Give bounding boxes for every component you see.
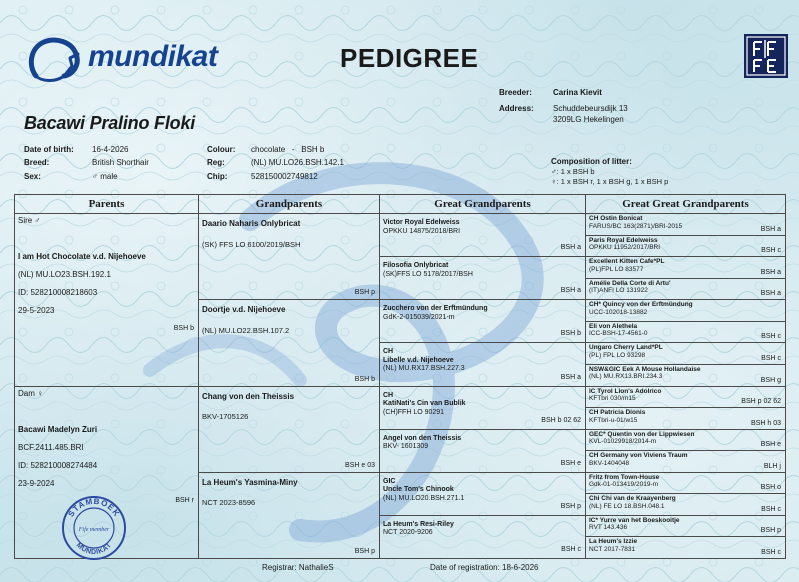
address-line2: 3209LG Hekelingen [553,115,624,124]
reg-value: (NL) MU.LO26.BSH.142.1 [251,158,344,167]
great-great-grandparent-name: La Heum's Izzie [589,538,638,546]
grandparent-cell [199,472,380,558]
great-grandparent-reg: NCT 2020-9206 [383,529,433,537]
great-great-grandparent-cell [586,278,786,300]
table-row [15,386,786,408]
great-great-grandparent-breed: BSH p 02 62 [741,398,781,406]
breeder-value: Carina Kievit [553,88,602,97]
great-grandparent-breed: BSH b [560,330,581,338]
great-great-grandparent-reg: (NL) MU.RX13.BRI.234.3 [589,373,663,381]
pedigree-table [14,194,786,559]
great-great-grandparent-breed: BSH e [760,441,781,449]
great-great-grandparent-name: Excellent Kitten Cafe*PL [589,258,665,266]
grandparent-name: Doortje v.d. Nijehoeve [202,305,286,315]
great-great-grandparent-reg: KFTbri-u-01/w15 [589,416,638,424]
breeder-label: Breeder: [499,88,532,97]
grandparent-cell [199,386,380,472]
great-great-grandparent-cell [586,408,786,430]
dob-value: 16-4-2026 [92,145,129,154]
grandparent-reg: NCT 2023-8596 [202,498,256,508]
great-great-grandparent-name: NSW&GIC Eek A Mouse Hollandaise [589,365,701,373]
great-grandparent-name: Angel von den Theissis [383,434,462,442]
header-grandparents: Grandparents [199,195,380,214]
great-great-grandparent-breed: BSH o [760,484,781,492]
great-grandparent-breed: BSH a [560,287,581,295]
great-grandparent-reg: (NL) MU.RX17.BSH.227.3 [383,365,465,373]
great-great-grandparent-reg: (NL) FE LO 18.BSH.048.1 [589,502,665,510]
sire-cell [15,214,199,387]
stamp-bottom-text: MUNDIKAT [74,541,114,557]
sire-name: I am Hot Chocolate v.d. Nijehoeve [18,252,146,261]
litter-female: ♀: 1 x BSH r, 1 x BSH g, 1 x BSH p [551,177,669,186]
great-grandparent-cell [380,472,586,515]
sire-label: Sire ♂ [18,216,41,225]
great-grandparent-breed: BSH e [560,459,581,467]
sex-label: Sex: [24,172,41,181]
great-great-grandparent-breed: BSH g [760,376,781,384]
great-grandparent-name: CH Libelle v.d. Nijehoeve [383,348,454,364]
great-great-grandparent-name: Chi Chi van de Kraayenberg [589,495,676,503]
great-great-grandparent-cell [586,537,786,559]
great-great-grandparent-name: GEC* Quentin von der Lippwiesen [589,430,695,438]
great-great-grandparent-reg: UCC-102018-13882 [589,308,648,316]
cat-logo-icon [26,36,84,84]
dob-label: Date of birth: [24,145,74,154]
great-great-grandparent-breed: BSH c [761,333,781,341]
svg-text:MUNDIKAT [75,542,114,556]
stamboek-stamp [60,494,128,562]
great-great-grandparent-breed: BSH c [761,247,781,255]
header-great-grandparents: Great Grandparents [380,195,586,214]
dam-label: Dam ♀ [18,388,44,398]
great-grandparent-breed: BSH b 02 62 [541,416,581,424]
registrar: Registrar: NathalieS [262,563,334,572]
great-great-grandparent-reg: (PL) FPL LO 93298 [589,351,646,359]
grandparent-cell [199,300,380,386]
great-great-grandparent-cell [586,386,786,408]
great-great-grandparent-cell [586,515,786,537]
great-great-grandparent-name: Paris Royal Edelweiss [589,236,658,244]
great-great-grandparent-breed: BSH c [761,549,781,556]
great-grandparent-reg: BKV- 1601309 [383,443,429,451]
great-great-grandparent-reg: OPKKU 11952/2017/BRI [589,244,661,252]
great-great-grandparent-reg: (PL)FPL LO 83577 [589,265,644,273]
great-great-grandparent-cell [586,343,786,365]
great-grandparent-breed: BSH a [560,373,581,381]
great-great-grandparent-cell [586,451,786,473]
great-grandparent-name: CH KatiNati's Cin van Bublik [383,391,466,407]
great-grandparent-cell [380,429,586,472]
page-title: PEDIGREE [340,43,479,73]
great-great-grandparent-breed: BSH c [761,354,781,362]
great-great-grandparent-name: IC* Yurre van het Boeskooitje [589,516,680,524]
great-great-grandparent-cell [586,472,786,494]
brand-name: mundikat [88,40,218,73]
dam-id: ID: 528210008274484 [18,460,98,470]
grandparent-breed: BSH e 03 [345,461,375,469]
great-great-grandparent-reg: BKV-1404048 [589,459,630,467]
great-great-grandparent-cell [586,494,786,516]
great-great-grandparent-cell [586,235,786,257]
stamp-seal-icon [60,494,128,562]
dam-name: Bacawi Madelyn Zuri [18,424,98,434]
grandparent-name: La Heum's Yasmina-Miny [202,477,298,487]
grandparent-reg: (SK) FFS LO 6100/2019/BSH [202,239,301,249]
great-great-grandparent-cell [586,321,786,343]
grandparent-name: Daario Naharis Onlybricat [202,219,301,228]
great-great-grandparent-breed: BSH a [760,268,781,276]
great-grandparent-breed: BSH a [560,244,581,252]
great-grandparent-cell [380,300,586,343]
great-great-grandparent-cell [586,214,786,236]
sire-breed: BSH b [173,324,194,332]
great-great-grandparent-breed: BSH a [760,290,781,298]
stamp-center-text: Fife member [78,527,110,533]
sire-id: ID: 528210008218603 [18,288,98,297]
great-grandparent-name: Filosofia Onlybricat [383,262,449,270]
dam-dob: 23-9-2024 [18,478,55,488]
sex-value: ♂ male [92,172,118,181]
dam-reg: BCF.2411.485.BRI [18,442,84,452]
chip-value: 528150002749812 [251,172,318,181]
great-great-grandparent-breed: BSH h 03 [751,419,781,427]
grandparent-breed: BSH b [354,375,375,383]
breed-value: British Shorthair [92,158,149,167]
cat-name: Bacawi Pralino Floki [24,113,196,133]
grandparent-reg: BKV-1705126 [202,412,249,421]
registration-date: Date of registration: 18-6-2026 [430,563,539,572]
grandparent-cell [199,214,380,300]
great-grandparent-reg: (NL) MU.LO20.BSH.271.1 [383,494,465,502]
great-great-grandparent-reg: ICC-BSH-17-4561-0 [589,330,648,338]
great-great-grandparent-name: IC Tyrol Lion's Adolrico [589,387,662,395]
litter-title: Composition of litter: [551,157,632,166]
great-great-grandparent-reg: (IT)ANFI LO 131922 [589,287,648,295]
great-grandparent-cell [380,343,586,386]
table-row [15,214,786,236]
great-great-grandparent-breed: BLH j [763,462,781,470]
great-great-grandparent-reg: NCT 2017-7831 [589,545,636,553]
great-great-grandparent-name: CH Ostin Bonicat [589,215,643,222]
great-great-grandparent-reg: FARUS/BC 163(2871)/BRI-2015 [589,222,683,230]
grandparent-reg: (NL) MU.LO22.BSH.107.2 [202,325,290,335]
great-great-grandparent-name: CH Germany von Viviens Traum [589,452,688,460]
chip-label: Chip: [207,172,228,181]
great-grandparent-cell [380,515,586,558]
great-grandparent-reg: OPKKU 14875/2018/BRI [383,227,461,235]
great-great-grandparent-name: Ungaro Cherry Land*PL [589,344,663,352]
stamp-top-text: STAMBOEK [66,496,122,519]
great-great-grandparent-reg: KFTbri 030/m15 [589,395,636,402]
great-grandparent-name: Zucchero von der Erftmündung [383,305,488,313]
grandparent-breed: BSH p [354,548,375,555]
great-great-grandparent-cell [586,429,786,451]
great-great-grandparent-cell [586,364,786,386]
great-grandparent-cell [380,386,586,429]
great-grandparent-name: GIC Uncle Tom's Chinook [383,477,454,494]
great-great-grandparent-breed: BSH c [761,505,781,513]
breed-label: Breed: [24,158,50,167]
great-great-grandparent-breed: BSH p [760,527,781,535]
reg-label: Reg: [207,158,225,167]
great-great-grandparent-cell [586,257,786,279]
great-great-grandparent-reg: KVL-01029918/2014-m [589,438,657,446]
header-parents: Parents [15,195,199,214]
mundikat-logo [26,36,246,84]
great-grandparent-cell [380,257,586,300]
great-grandparent-reg: (CH)FFH LO 90291 [383,408,445,416]
great-grandparent-reg: (SK)FFS LO 5178/2017/BSH [383,270,473,278]
great-great-grandparent-name: Eli von Alethela [589,322,638,330]
great-great-grandparent-reg: Gdk-01-013419/2019-m [589,481,659,489]
address-line1: Schuddebeursdijk 13 [553,104,628,113]
sire-dob: 29-5-2023 [18,306,55,315]
great-great-grandparent-name: CH Patricia Dionis [589,409,646,417]
great-great-grandparent-breed: BSH a [760,225,781,233]
great-great-grandparent-reg: RVT 143.436 [589,524,628,532]
fife-logo-icon [744,34,788,78]
great-great-grandparent-name: CH* Quincy von der Erftmündung [589,301,693,309]
sire-reg: (NL) MU.LO23.BSH.192.1 [18,270,111,279]
address-label: Address: [499,104,534,113]
litter-male: ♂: 1 x BSH b [551,167,595,176]
great-great-grandparent-cell [586,300,786,322]
great-grandparent-reg: GdK-2-015039/2021-m [383,313,455,321]
dam-breed: BSH r [175,497,194,504]
colour-label: Colour: [207,145,236,154]
great-grandparent-name: La Heum's Resi-Riley [383,520,454,528]
great-grandparent-breed: BSH c [561,546,581,553]
fife-logo [744,34,788,78]
great-grandparent-breed: BSH p [560,502,581,510]
great-great-grandparent-name: Amélie Della Corte di Artu' [589,279,671,287]
great-great-grandparent-name: Fritz from Town-House [589,473,660,481]
great-grandparent-cell [380,214,586,257]
great-grandparent-name: Victor Royal Edelweiss [383,219,460,226]
colour-value: chocolate - BSH b [251,145,325,154]
grandparent-breed: BSH p [354,289,375,297]
header-great-great-grandparents: Great Great Grandparents [586,195,786,214]
grandparent-name: Chang von den Theissis [202,391,295,401]
